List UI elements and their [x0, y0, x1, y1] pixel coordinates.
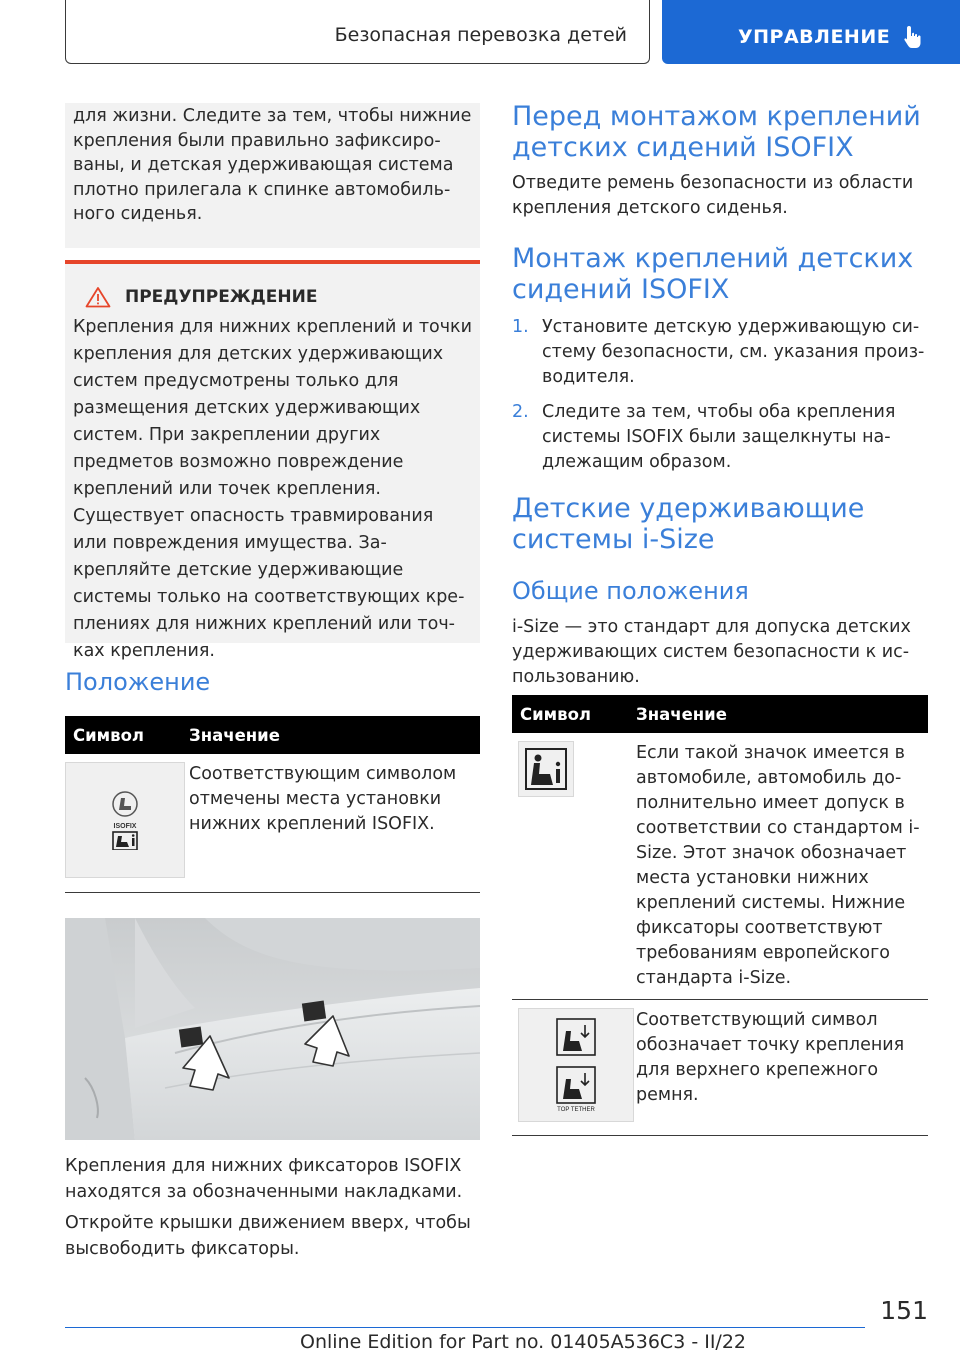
- isize-seat-icon: [524, 747, 568, 791]
- general-text: i-Size — это стандарт для допуска детских удерживающих систем безопасности к использованию.: [512, 617, 911, 687]
- isofix-label: ISOFIX: [113, 823, 137, 830]
- symbol-cell-wrap: [65, 762, 189, 892]
- col-symbol-header: Символ: [520, 704, 592, 724]
- header-section-box: [65, 0, 650, 64]
- hand-pointer-icon: [900, 24, 926, 50]
- position-heading: Положение: [65, 668, 211, 696]
- edition-text: Online Edition for Part no. 01405A536C3 - II/22: [300, 1331, 747, 1353]
- isize-heading: Детские удерживающие системы i-Size: [512, 493, 865, 555]
- section-title: Безопасная перевозка детей: [334, 24, 627, 46]
- col-meaning-header: Значение: [189, 725, 280, 745]
- isize-meaning: Если такой значок имеется в автомобиле, автомобиль дополнительно имеет допуск в соответствии со стандартом i-Size. Этот значок обозначает места установки нижних креплений системы. Нижние фиксаторы соответствуют требованиям европейского стандарта i-Size.: [636, 743, 920, 988]
- isofix-anchors-photo: [65, 918, 480, 1140]
- chapter-tab[interactable]: [662, 0, 960, 64]
- page-number: 151: [880, 1296, 928, 1325]
- footer-rule: [65, 1327, 865, 1328]
- warning-triangle-icon: [85, 286, 111, 308]
- photo-instruction: Откройте крышки движением вверх, чтобы высвободить фиксаторы.: [65, 1213, 471, 1259]
- chapter-title: УПРАВЛЕНИЕ: [738, 26, 891, 48]
- symbol-cell-wrap: [512, 1008, 636, 1135]
- general-heading: Общие положения: [512, 577, 749, 605]
- table-header: [65, 716, 480, 754]
- note-text: для жизни. Следите за тем, чтобы нижние крепления были правильно зафиксированы, и детская удерживающая система плотно прилегала к спинке автомобильного сиденья.: [73, 106, 472, 224]
- isize-symbol-table: [512, 695, 928, 1136]
- warning-box: [65, 260, 480, 661]
- table-row: [65, 754, 480, 893]
- top-tether-meaning: Соответствующий символ обозначает точку крепления для верхнего крепежного ремня.: [636, 1010, 905, 1105]
- col-symbol-header: Символ: [73, 725, 145, 745]
- top-tether-icon: [551, 1017, 601, 1113]
- car-seat-illustration: [65, 918, 480, 1140]
- list-item: [512, 400, 932, 475]
- mount-steps: [512, 315, 932, 485]
- col-meaning-header: Значение: [636, 704, 727, 724]
- warning-title: ПРЕДУПРЕЖДЕНИЕ: [125, 287, 318, 307]
- isofix-symbol: [65, 762, 185, 878]
- step-text: Следите за тем, чтобы оба крепления системы ISOFIX были защелкнуты надлежащим образом.: [542, 402, 896, 472]
- before-text: Отведите ремень безопасности из области крепления детского сиденья.: [512, 173, 914, 218]
- step-number: 1.: [512, 317, 529, 337]
- table-row: [512, 1000, 928, 1136]
- step-text: Установите детскую удерживающую систему безопасности, см. указания производителя.: [542, 317, 925, 387]
- top-tether-symbol: [518, 1008, 634, 1122]
- before-heading: Перед монтажом креплений детских сидений ISOFIX: [512, 101, 921, 163]
- list-item: [512, 315, 932, 390]
- photo-caption: Крепления для нижних фиксаторов ISOFIX находятся за обозначенными накладками.: [65, 1156, 463, 1202]
- top-tether-label: TOP TETHER: [557, 1107, 595, 1113]
- isofix-meaning: Соответствующим символом отмечены места установки нижних креплений ISOFIX.: [189, 764, 457, 834]
- mount-heading: Монтаж креплений детских сидений ISOFIX: [512, 243, 914, 305]
- isofix-seat-icon: [107, 790, 143, 850]
- isize-symbol: [518, 741, 574, 797]
- symbol-cell-wrap: [512, 741, 636, 999]
- note-box: [65, 103, 480, 248]
- isofix-symbol-table: [65, 716, 480, 929]
- warning-text: Крепления для нижних креплений и точки крепления для детских удерживающих систем предусмотрены только для размещения детских удерживающих систем. При закреплении других предметов возможно повреждение креплений или точек крепления. Существует опасность травмирования или повреждения имущества. Закрепляйте детские удерживающие системы только на соответствующих креплениях для нижних креплений или точках крепления.: [73, 317, 472, 661]
- table-row: [512, 733, 928, 1000]
- table-header: [512, 695, 928, 733]
- step-number: 2.: [512, 402, 529, 422]
- warning-title-row: [73, 286, 472, 308]
